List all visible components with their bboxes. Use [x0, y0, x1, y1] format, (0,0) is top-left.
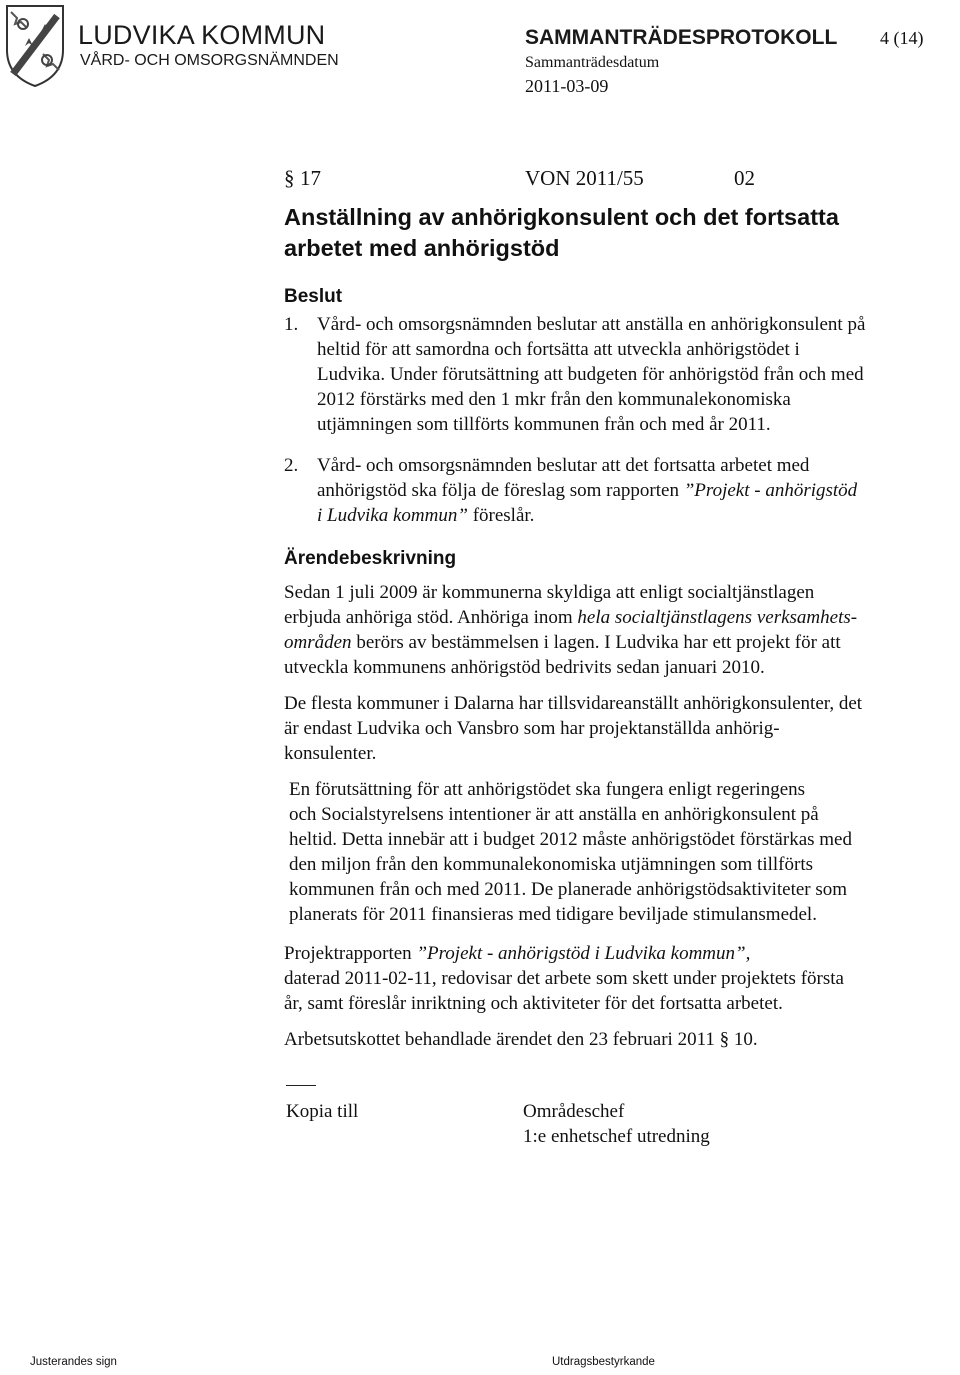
italic-segment: områden — [284, 632, 352, 653]
paragraph-1 — [284, 580, 857, 680]
text-line: 2012 förstärks med den 1 mkr från den kommunalekonomiska — [317, 389, 791, 410]
report-title: ”Projekt - anhörigstöd — [683, 480, 858, 501]
text-line: år, samt föreslår inriktning och aktiviteter för det fortsatta arbetet. — [284, 993, 783, 1014]
text-line: utjämningen som tillförts kommunen från och med år 2011. — [317, 414, 771, 435]
text-segment: erbjuda anhöriga stöd. Anhöriga inom — [284, 607, 578, 628]
text-line: heltid för att samordna och fortsätta att utveckla anhörigstödet i — [317, 339, 800, 360]
text-line: Arbetsutskottet behandlade ärendet den 23 februari 2011 § 10. — [284, 1029, 758, 1050]
text-line — [317, 503, 960, 528]
text-line: den miljon från den kommunalekonomiska utjämningen som tillförts — [289, 854, 814, 875]
text-line: heltid. Detta innebär att i budget 2012 måste anhörigstödet förstärkas med — [289, 829, 852, 850]
item-number: 2. — [284, 455, 299, 476]
extract-certification-label: Utdragsbestyrkande — [552, 1356, 655, 1368]
case-number: VON 2011/55 — [525, 166, 644, 190]
case-code: 02 — [734, 166, 755, 190]
paragraph-number: 17 — [300, 166, 321, 190]
text-line: Vård- och omsorgsnämnden beslutar att det fortsatta arbetet med — [317, 455, 810, 476]
divider — [286, 1085, 316, 1086]
title-line: arbetet med anhörigstöd — [284, 235, 560, 261]
signature-label: Justerandes sign — [30, 1356, 117, 1368]
case-description-heading: Ärendebeskrivning — [284, 548, 457, 569]
item-text — [317, 312, 960, 437]
committee-name: VÅRD- OCH OMSORGSNÄMNDEN — [80, 52, 339, 69]
page-title — [284, 202, 924, 264]
date-label: Sammanträdesdatum — [525, 54, 660, 71]
paragraph-4 — [284, 941, 844, 1016]
text-line — [284, 941, 844, 966]
report-title: ”Projekt - anhörigstöd i Ludvika kommun”, — [416, 943, 751, 964]
page-number: 4 (14) — [880, 28, 924, 48]
text-line: utveckla kommunens anhörigstöd bedrivits sedan januari 2010. — [284, 657, 765, 678]
text-line: Ludvika. Under förutsättning att budgeten för anhörigstöd från och med — [317, 364, 864, 385]
text-segment: anhörigstöd ska följa de föreslag som rapporten — [317, 480, 684, 501]
coat-of-arms-icon — [3, 2, 67, 88]
text-segment: berörs av bestämmelsen i lagen. I Ludvika har ett projekt för att — [351, 632, 841, 653]
decision-heading: Beslut — [284, 286, 343, 307]
copy-to-label: Kopia till — [286, 1101, 359, 1122]
text-line: En förutsättning för att anhörigstödet ska fungera enligt regeringens — [289, 779, 806, 800]
item-text — [317, 453, 960, 528]
copy-recipient: Områdeschef — [523, 1101, 625, 1122]
title-line: Anställning av anhörigkonsulent och det fortsatta — [284, 204, 839, 230]
text-line: De flesta kommuner i Dalarna har tillsvidareanställt anhörigkonsulenter, det — [284, 693, 863, 714]
text-line: Sedan 1 juli 2009 är kommunerna skyldiga att enligt socialtjänstlagen — [284, 582, 815, 603]
report-title: i Ludvika kommun” — [317, 505, 468, 526]
text-line: Vård- och omsorgsnämnden beslutar att anställa en anhörigkonsulent på — [317, 314, 866, 335]
text-line: planerats för 2011 finansieras med tidigare beviljade stimulansmedel. — [289, 904, 817, 925]
text-line: daterad 2011-02-11, redovisar det arbete som skett under projektets första — [284, 968, 844, 989]
text-line: konsulenter. — [284, 743, 377, 764]
italic-segment: hela socialtjänstlagens verksamhets- — [577, 607, 858, 628]
document-type: SAMMANTRÄDESPROTOKOLL — [525, 26, 838, 49]
text-line — [284, 630, 857, 655]
paragraph-2 — [284, 691, 862, 766]
text-line: är endast Ludvika och Vansbro som har projektanställda anhörig- — [284, 718, 780, 739]
paragraph-3 — [289, 777, 852, 927]
item-number: 1. — [284, 314, 299, 335]
paragraph-5 — [284, 1027, 758, 1052]
text-line — [317, 478, 960, 503]
text-line — [284, 605, 857, 630]
paragraph-sign: § — [284, 166, 295, 190]
text-line: kommunen från och med 2011. De planerade anhörigstödsaktiviteter som — [289, 879, 848, 900]
organization-name: LUDVIKA KOMMUN — [78, 20, 326, 50]
text-segment: Projektrapporten — [284, 943, 417, 964]
meeting-date: 2011-03-09 — [525, 76, 609, 96]
text-line: och Socialstyrelsens intentioner är att anställa en anhörigkonsulent på — [289, 804, 819, 825]
text-segment: föreslår. — [467, 505, 535, 526]
copy-recipient: 1:e enhetschef utredning — [523, 1126, 710, 1147]
